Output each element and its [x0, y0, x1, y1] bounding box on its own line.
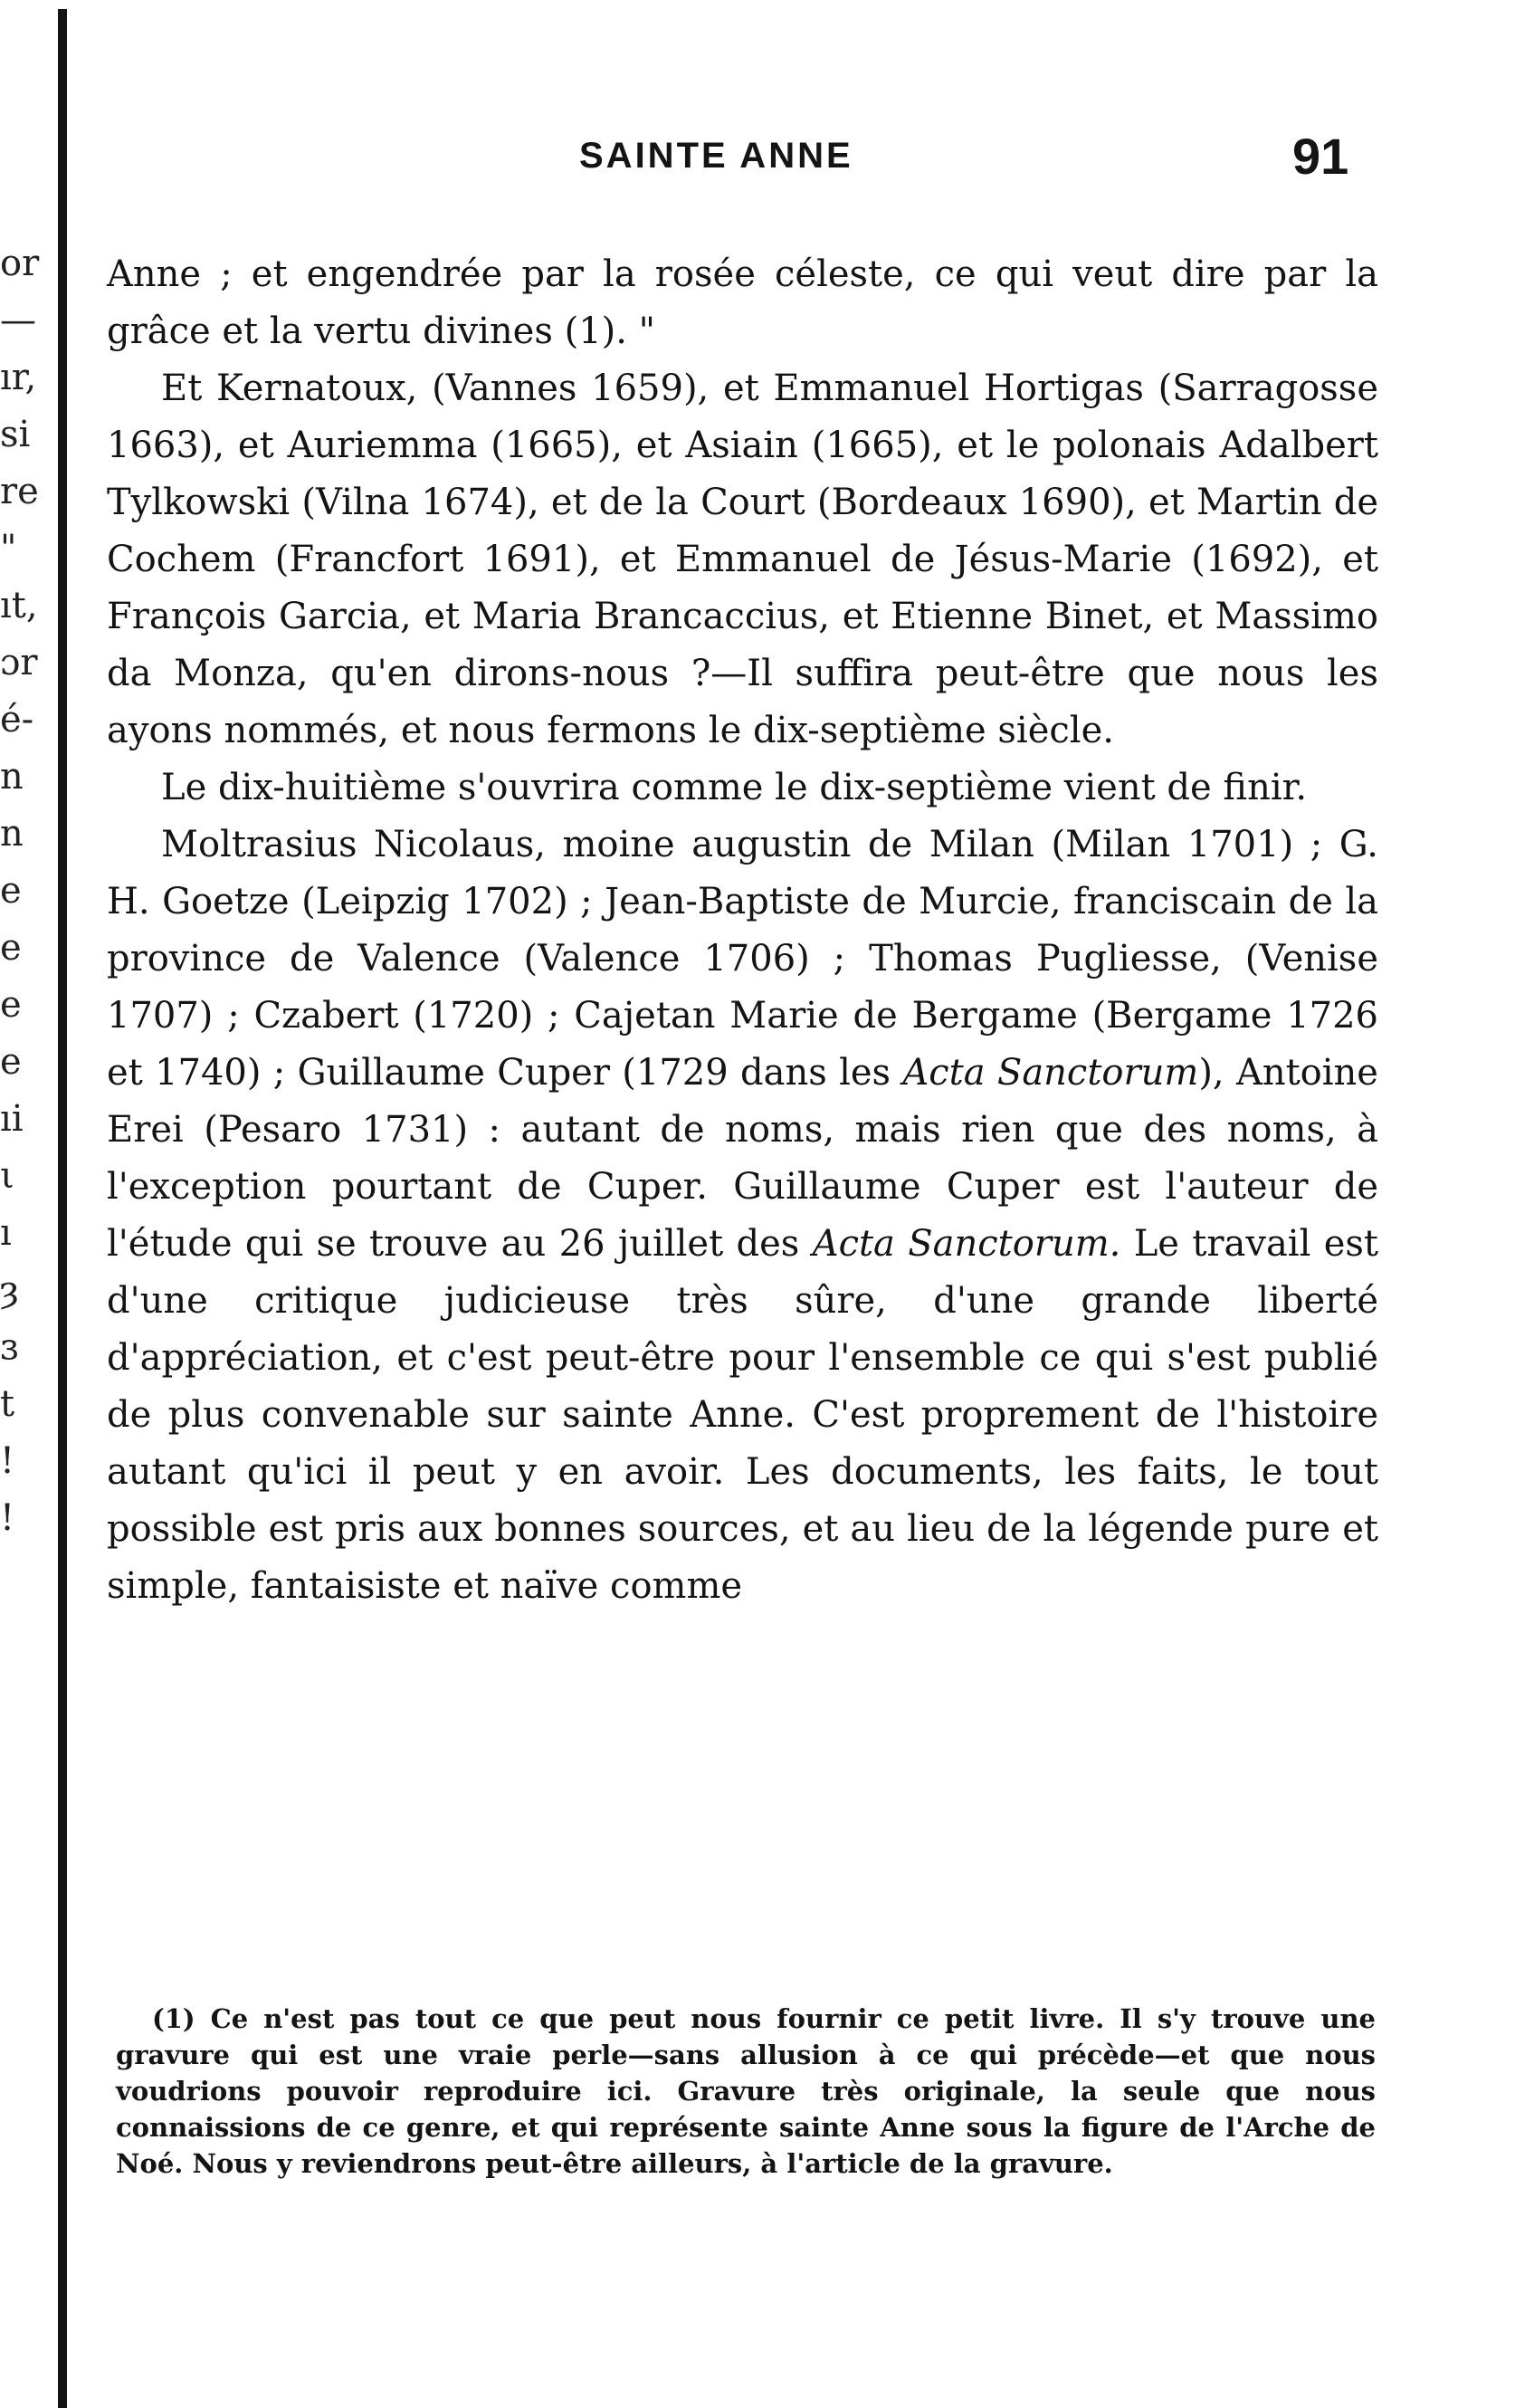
margin-fragment: ı [0, 1212, 12, 1254]
margin-fragment: e [0, 984, 22, 1026]
margin-fragment: ɔr [0, 642, 38, 683]
margin-fragment: ır, [0, 357, 37, 398]
margin-fragment: e [0, 927, 22, 969]
margin-fragment: " [0, 528, 17, 569]
margin-fragment: é- [0, 699, 34, 741]
margin-fragment: ! [0, 1497, 15, 1539]
facing-page-margin [0, 235, 56, 1547]
margin-fragment: ȝ [0, 1269, 19, 1311]
body-text [107, 246, 1378, 1615]
margin-fragment: ! [0, 1440, 15, 1482]
margin-fragment: ıi [0, 1098, 24, 1140]
margin-fragment: or [0, 243, 40, 284]
margin-fragment: e [0, 870, 22, 912]
margin-fragment: t [0, 1383, 15, 1425]
paragraph [107, 817, 1378, 1615]
margin-fragment: e [0, 1041, 22, 1083]
text-run: ), Antoine Erei (Pesaro 1731) : autant de noms, mais rien que des noms, à l'exception pourtant de Cuper. Guillaume Cuper est l'auteur de l'étude qui se trouve au 26 juillet des [107, 1052, 1378, 1265]
margin-fragment: ι [0, 1155, 14, 1197]
paragraph: Et Kernatoux, (Vannes 1659), et Emmanuel Hortigas (Sarragosse 1663), et Auriemma (1665), et Asiain (1665), et le polonais Adalbert Tylkowski (Vilna 1674), et de la Court (Bordeaux 1690), et Martin de Cochem (Francfort 1691), et Emmanuel de Jésus-Marie (1692), et François Garcia, et Maria Brancaccius, et Etienne Binet, et Massimo da Monza, qu'en dirons-nous ?—Il suffira peut-être que nous les ayons nommés, et nous fermons le dix-septième siècle. [107, 368, 1378, 751]
margin-fragment: ɜ [0, 1326, 19, 1368]
paragraph: Le dix-huitième s'ouvrira comme le dix-septième vient de finir. [161, 767, 1308, 808]
margin-fragment: si [0, 414, 31, 455]
footnote: (1) Ce n'est pas tout ce que peut nous fournir ce petit livre. Il s'y trouve une gravure qui est une vraie perle—sans allusion à ce qui précède—et que nous voudrions pouvoir reproduire ici. Gravure très originale, la seule que nous connaissions de ce genre, et qui représente sainte Anne sous la figure de l'Arche de Noé. Nous y reviendrons peut-être ailleurs, à l'article de la gravure. [116, 2003, 1376, 2179]
margin-fragment: re [0, 471, 39, 512]
text-run: Le travail est d'une critique judicieuse très sûre, d'une grande liberté d'appréciation, et c'est peut-être pour l'ensemble ce qui s'est publié de plus convenable sur sainte Anne. C'est proprement de l'histoire autant qu'ici il peut y en avoir. Les documents, les faits, le tout possible est pris aux bonnes sources, et au lieu de la légende pure et simple, fantaisiste et naïve comme [107, 1223, 1379, 1607]
paragraph: Anne ; et engendrée par la rosée céleste, ce qui veut dire par la grâce et la vertu divines (1). " [107, 253, 1378, 352]
text-run: Moltrasius Nicolaus, moine augustin de Milan (Milan 1701) ; G. H. Goetze (Leipzig 1702) ; Jean-Baptiste de Murcie, franciscain de la province de Valence (Valence 1706) ; Thomas Pugliesse, (Venise 1707) ; Czabert (1720) ; Cajetan Marie de Bergame (Bergame 1726 et 1740) ; Guillaume Cuper (1729 dans les [107, 824, 1378, 1094]
margin-fragment: — [0, 300, 36, 341]
running-head: SAINTE ANNE [579, 136, 853, 176]
margin-fragment: n [0, 756, 24, 798]
page-number: 91 [1292, 128, 1349, 185]
margin-fragment: ıt, [0, 585, 38, 626]
margin-fragment: n [0, 813, 24, 855]
binding-gutter-rule [58, 9, 67, 2408]
italic-title: Acta Sanctorum. [812, 1223, 1121, 1265]
italic-title: Acta Sanctorum [902, 1052, 1199, 1094]
